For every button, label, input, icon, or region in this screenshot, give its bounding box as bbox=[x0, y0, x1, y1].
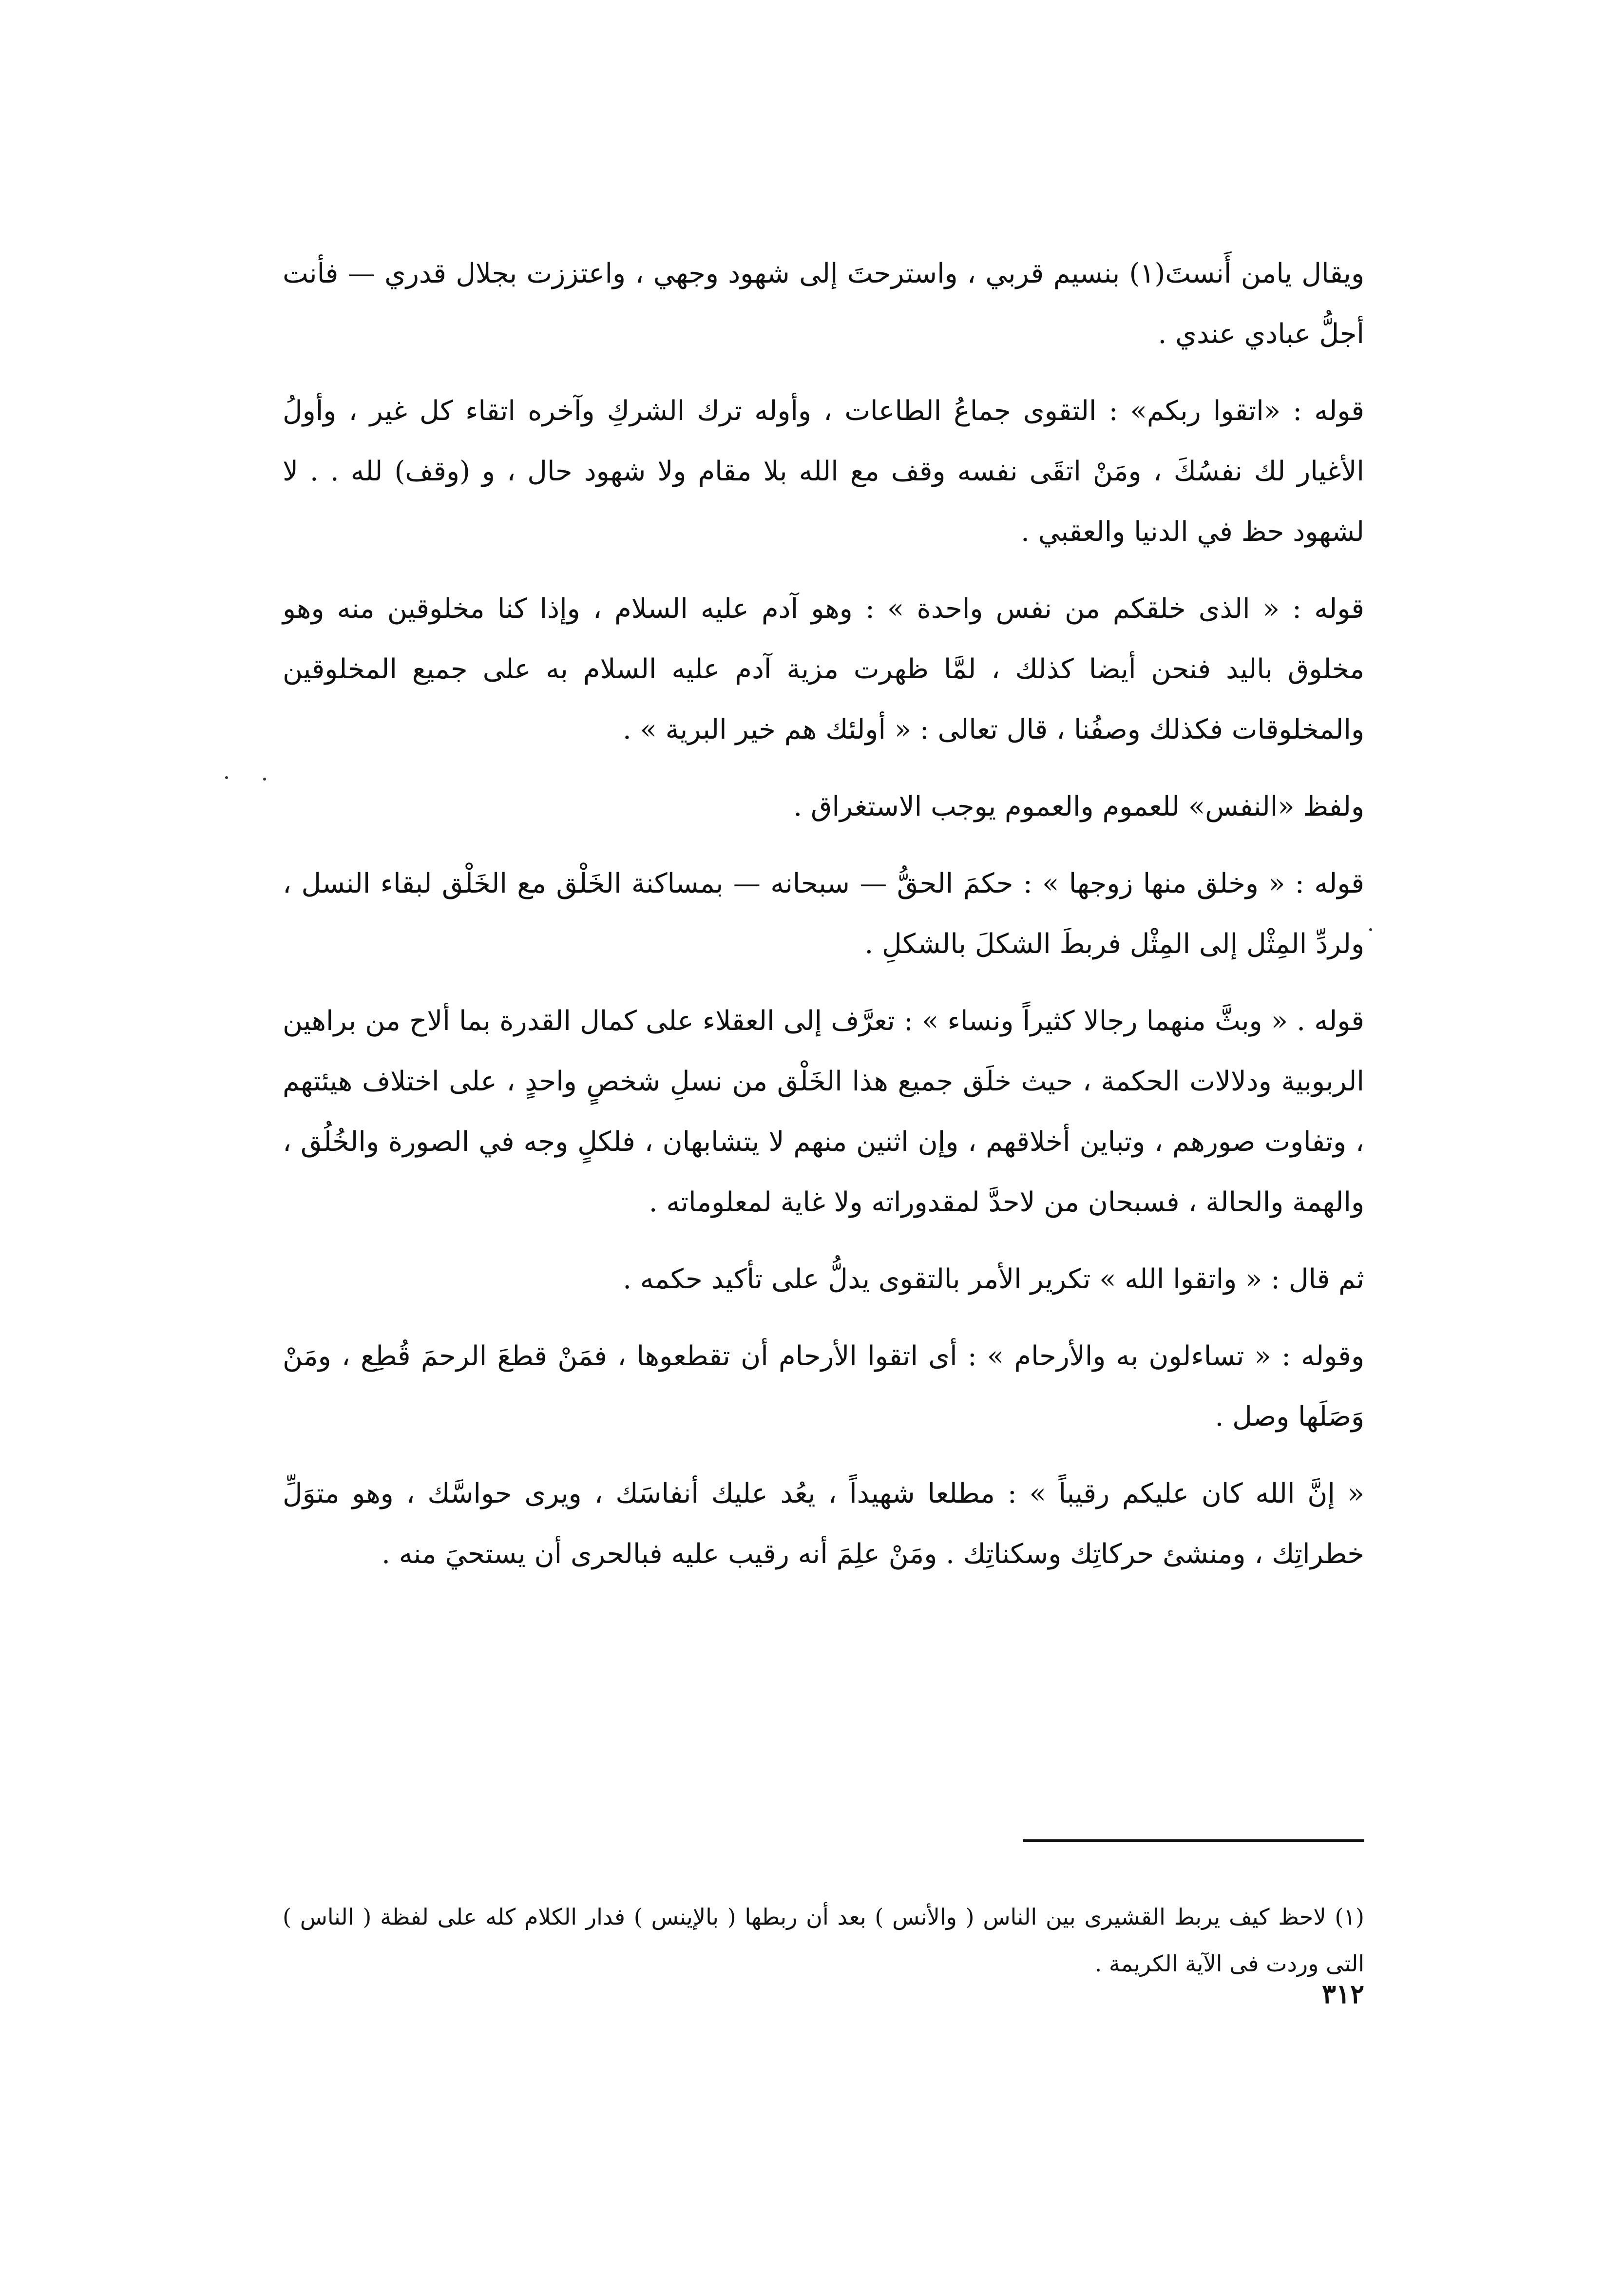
paragraph-3: قوله : « الذى خلقكم من نفس واحدة » : وهو آدم عليه السلام ، وإذا كنا مخلوقين منه وهو مخلوق باليد فنحن أيضا كذلك ، لمَّا ظهرت مزية آدم عليه السلام به على جميع المخلوقين والمخلوقات فكذلك وصفُنا ، قال تعالى : « أولئك هم خير البرية » . bbox=[283, 593, 1364, 745]
paragraph-5: قوله : « وخلق منها زوجها » : حكمَ الحقُّ — سبحانه — بمساكنة الخَلْق مع الخَلْق لبقاء النسل ، ولردِّ المِثْل إلى المِثْل فربطَ الشكلَ بالشكلِ . bbox=[283, 868, 1364, 960]
paragraph-7: ثم قال : « واتقوا الله » تكرير الأمر بالتقوى يدلُّ على تأكيد حكمه . bbox=[623, 1263, 1364, 1295]
footnote: (١) لاحظ كيف يربط القشيرى بين الناس ( والأنس ) بعد أن ربطها ( بالإينس ) فدار الكلام كله على لفظة ( الناس ) التى وردت فى الآية الكريمة . bbox=[283, 1904, 1364, 1977]
footnote-divider bbox=[1023, 1839, 1364, 1842]
scan-speck bbox=[263, 778, 266, 781]
paragraph-9: « إنَّ الله كان عليكم رقيباً » : مطلعا شهيداً ، يعُد عليك أنفاسَك ، ويرى حواسَّك ، وهو متوَلِّ خطراتِك ، ومنشئ حركاتِك وسكناتِك . ومَنْ علِمَ أنه رقيب عليه فبالحرى أن يستحيَ منه . bbox=[283, 1478, 1364, 1570]
paragraph-2: قوله : «اتقوا ربكم» : التقوى جماعُ الطاعات ، وأوله ترك الشركِ وآخره اتقاء كل غير ، وأولُ الأغيار لك نفسُكَ ، ومَنْ اتقَى نفسه وقف مع الله بلا مقام ولا شهود حال ، و (وقف) لله . . لا لشهود حظ في الدنيا والعقبي . bbox=[283, 395, 1364, 548]
main-text bbox=[283, 244, 1364, 1601]
paragraph-6: قوله . « وبثَّ منهما رجالا كثيراً ونساء » : تعرَّف إلى العقلاء على كمال القدرة بما ألاح من براهين الربوبية ودلالات الحكمة ، حيث خلَق جميع هذا الخَلْق من نسلِ شخصٍ واحدٍ ، على اختلاف هيئتهم ، وتفاوت صورهم ، وتباين أخلاقهم ، وإن اثنين منهم لا يتشابهان ، فلكلٍ وجه في الصورة والخُلُق ، والهمة والحالة ، فسبحان من لاحدَّ لمقدوراته ولا غاية لمعلوماته . bbox=[283, 1005, 1364, 1218]
paragraph-4: ولفظ «النفس» للعموم والعموم يوجب الاستغراق . bbox=[793, 791, 1364, 822]
paragraph-1: ويقال يامن أَنستَ(١) بنسيم قربي ، واسترحتَ إلى شهود وجهي ، واعتززت بجلال قدري — فأنت أجلُّ عبادي عندي . bbox=[283, 258, 1364, 350]
page-number: ٣١٢ bbox=[1321, 1978, 1364, 2009]
paragraph-8: وقوله : « تساءلون به والأرحام » : أى اتقوا الأرحام أن تقطعوها ، فمَنْ قطعَ الرحمَ قُطِع ، ومَنْ وَصَلَها وصل . bbox=[283, 1340, 1364, 1432]
scan-speck bbox=[225, 776, 228, 779]
scan-speck bbox=[1369, 928, 1372, 931]
